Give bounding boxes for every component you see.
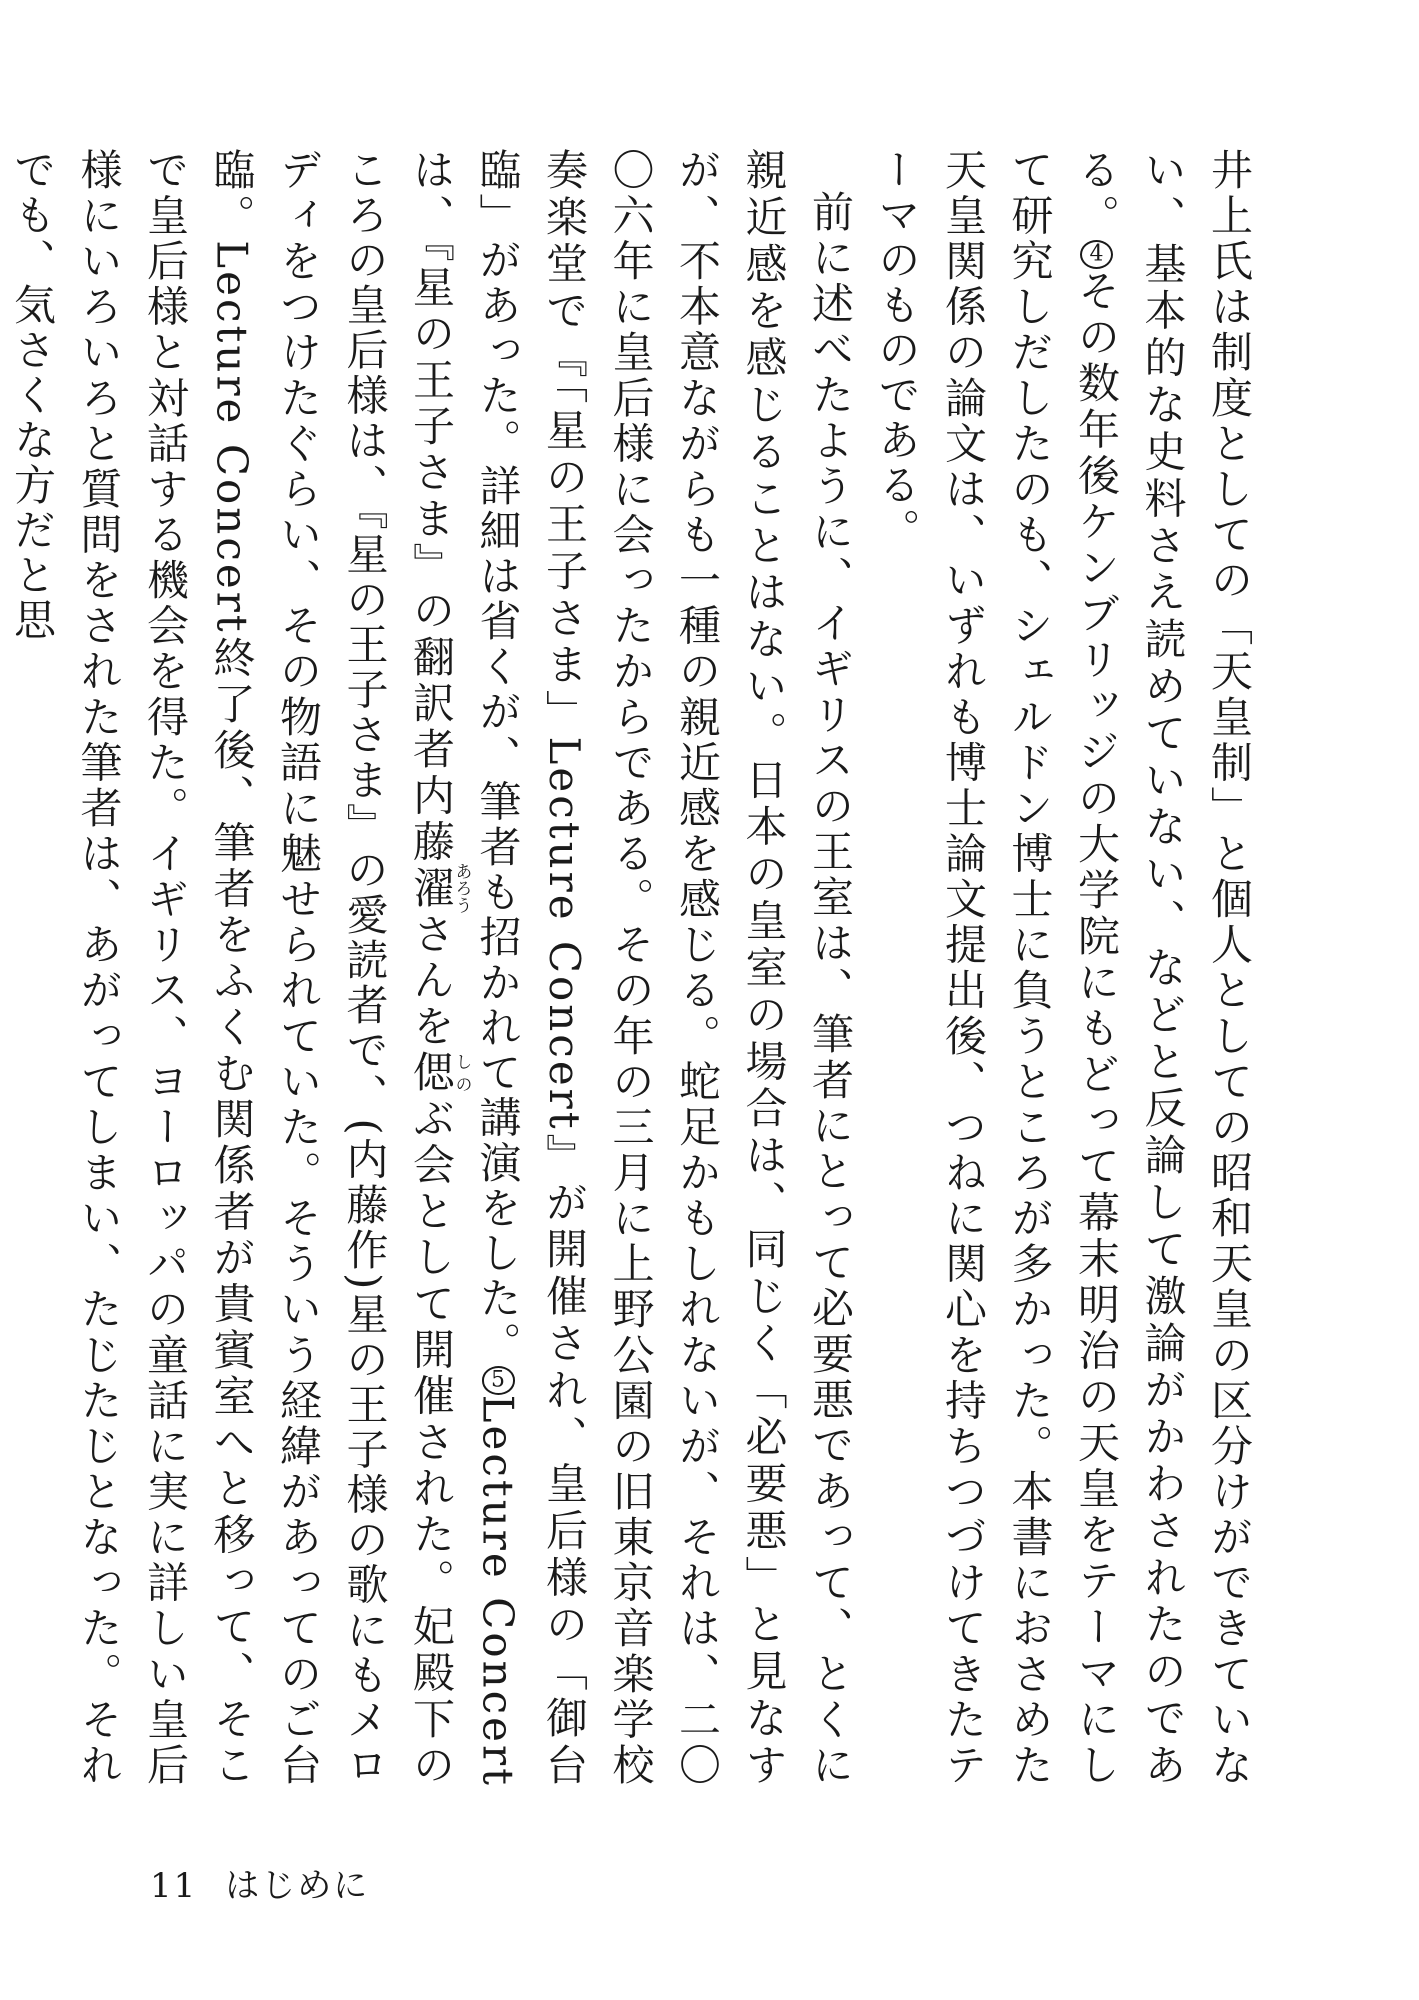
vertical-body-text [8,148,1262,1789]
page-footer [150,1858,369,1907]
footnote-marker-5: 5 [482,1366,515,1394]
footnote-marker-4: 4 [1080,240,1113,269]
page-number: 11 [150,1866,198,1906]
paragraph-1-text: 井上氏は制度としての「天皇制」と個人としての昭和天皇の区分けができていない、基本的な史料さえ読めていない、などと反論して激論がかわされたのである。 [1072,148,1254,1788]
paragraph-1 [863,148,1262,1788]
paragraph-2-text: 前に述べたように、イギリスの王室は、筆者にとって必要悪であって、とくに親近感を感じることはない。日本の皇室の場合は、同じく「必要悪」と見なすが、不本意ながらも一種の親近感を感じる。蛇足かもしれないが、それは、二〇〇六年に皇后様に会ったからである。その年の三月に上野公園の旧東京音楽学校奏楽堂で『「星の王子さま」Lecture Concert』が開催され、皇后様の「御台臨」があった。詳細は省くが、筆者も招かれて講演をした。 [473,148,855,1788]
paragraph-2-text-part3: さんを [407,910,456,1051]
ruby-base-shino: 偲 [407,1050,456,1097]
ruby-reading-arou: あろう [451,862,472,914]
paragraph-2 [0,148,863,1788]
paragraph-2-text-continued: Lecture Concertは、『星の王子さま』の翻訳者内藤 [407,148,523,1788]
ruby-reading-shino: しの [451,1050,472,1096]
paragraph-2-text-part4: ぶ会として開催された。妃殿下のころの皇后様は、『星の王子さま』の愛読者で、(内藤作)星の王子様の歌にもメロディをつけたぐらい、その物語に魅せられていた。そういう経緯があってのご台臨。Lecture Concert終了後、筆者をふくむ関係者が貴賓室へと移って、そこで皇后様と対話する機会を得た。イギリス、ヨーロッパの童話に実に詳しい皇后様にいろいろと質問をされた筆者は、あがってしまい、たじたじとなった。それでも、気さくな方だと思 [8,148,456,1789]
ruby-shino [407,1050,472,1097]
paragraph-1-text-continued: その数年後ケンブリッジの大学院にもどって幕末明治の天皇をテーマにして研究しだしたのも、シェルドン博士に負うところが多かった。本書におさめた天皇関係の論文は、いずれも博士論文提出後、つねに関心を持ちつづけてきたテーマのものである。 [872,148,1121,1789]
ruby-base-arou: 濯 [407,862,456,914]
chapter-title: はじめに [225,1866,370,1906]
ruby-arou [407,862,472,914]
